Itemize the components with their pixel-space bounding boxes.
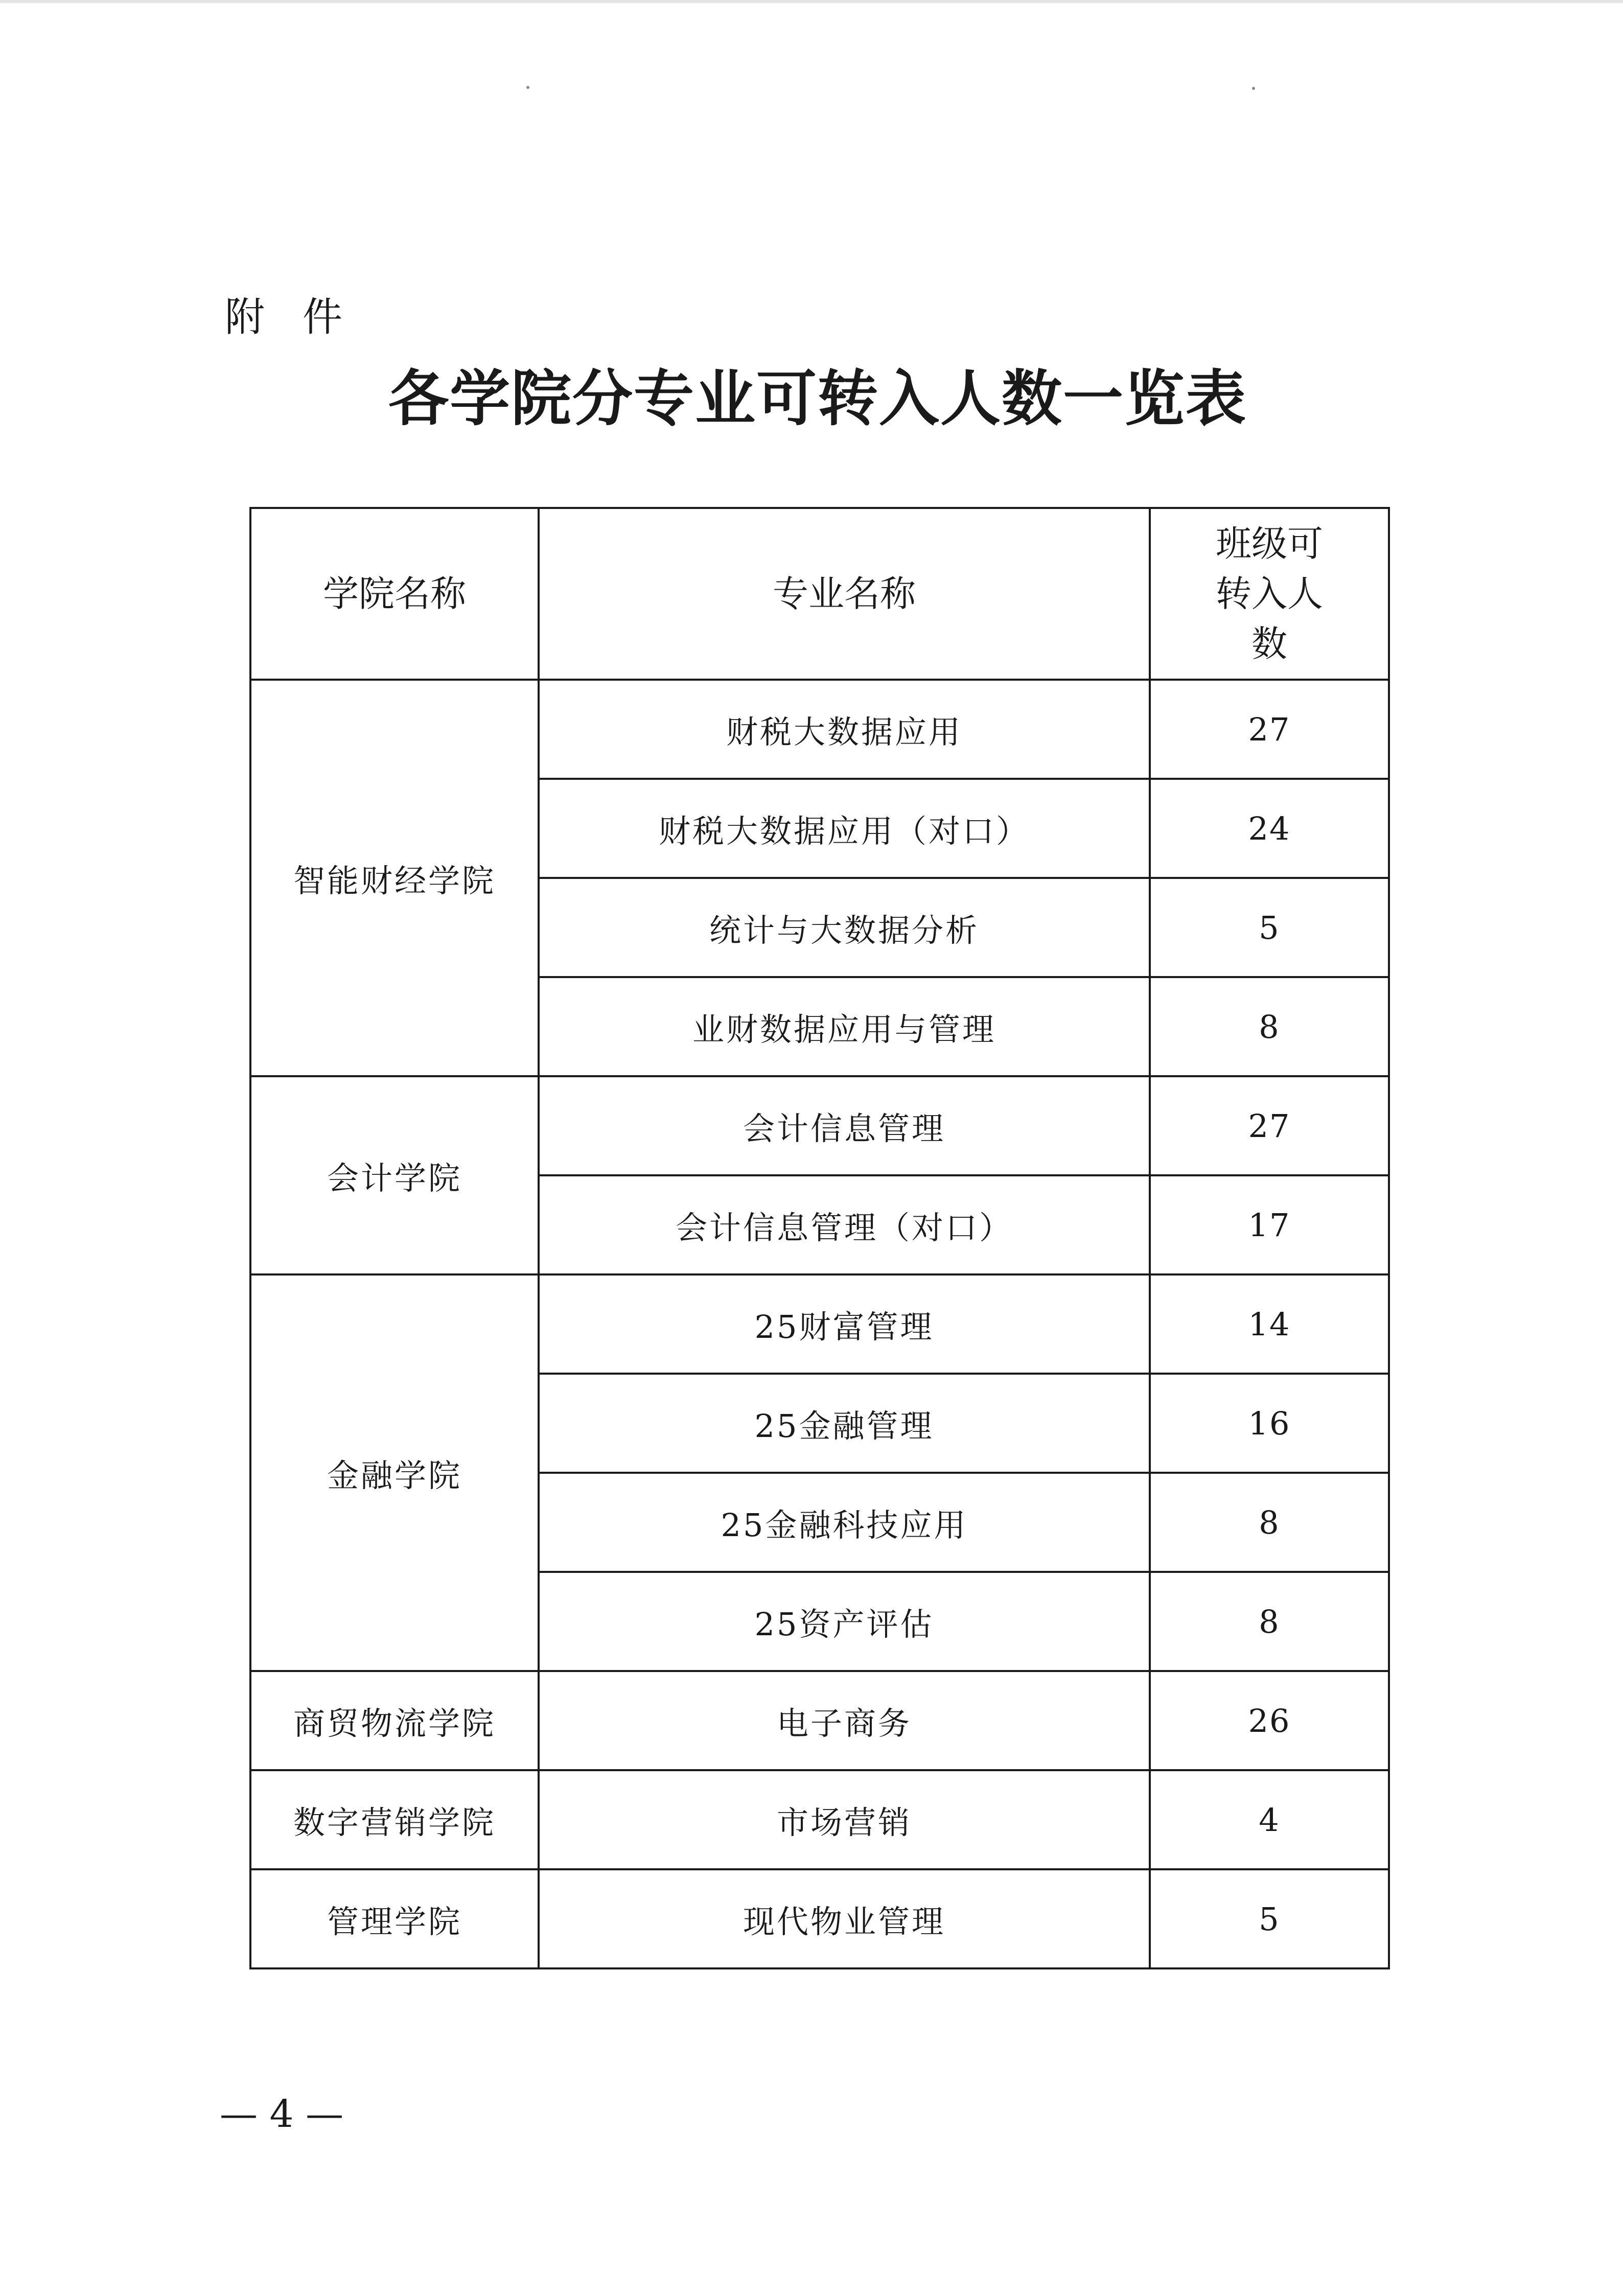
count-cell: 8 [1150, 977, 1389, 1076]
college-cell: 数字营销学院 [250, 1770, 539, 1869]
count-cell: 24 [1150, 779, 1389, 878]
count-cell: 5 [1150, 1869, 1389, 1968]
table-row [250, 680, 1389, 779]
major-cell: 市场营销 [539, 1770, 1150, 1869]
attachment-label: 附件 [225, 294, 381, 340]
header-capacity-label: 班级可转入人数 [1216, 523, 1323, 665]
count-cell: 27 [1150, 680, 1389, 779]
table-row [250, 1076, 1389, 1175]
scan-speck [526, 86, 529, 89]
major-cell: 统计与大数据分析 [539, 878, 1150, 977]
college-cell: 管理学院 [250, 1869, 539, 1968]
table-header-row [250, 508, 1389, 680]
major-cell: 会计信息管理（对口） [539, 1175, 1150, 1274]
college-cell: 金融学院 [250, 1274, 539, 1671]
count-cell: 4 [1150, 1770, 1389, 1869]
header-capacity [1150, 508, 1389, 680]
header-college: 学院名称 [250, 508, 539, 680]
major-cell: 25金融管理 [539, 1374, 1150, 1473]
table-row [250, 1869, 1389, 1968]
scan-speck [1252, 87, 1255, 90]
count-cell: 27 [1150, 1076, 1389, 1175]
major-cell: 现代物业管理 [539, 1869, 1150, 1968]
count-cell: 17 [1150, 1175, 1389, 1274]
table-row [250, 1671, 1389, 1770]
page-title: 各学院分专业可转入人数一览表 [388, 363, 1247, 434]
major-cell: 25金融科技应用 [539, 1473, 1150, 1572]
table-row [250, 1274, 1389, 1374]
major-cell: 财税大数据应用 [539, 680, 1150, 779]
count-cell: 16 [1150, 1374, 1389, 1473]
college-cell: 商贸物流学院 [250, 1671, 539, 1770]
transfer-quota-table [249, 507, 1390, 1969]
major-cell: 25财富管理 [539, 1274, 1150, 1374]
table-row [250, 1770, 1389, 1869]
count-cell: 14 [1150, 1274, 1389, 1374]
count-cell: 8 [1150, 1572, 1389, 1671]
count-cell: 5 [1150, 878, 1389, 977]
table-body [250, 680, 1389, 1968]
college-cell: 智能财经学院 [250, 680, 539, 1076]
major-cell: 财税大数据应用（对口） [539, 779, 1150, 878]
header-major: 专业名称 [539, 508, 1150, 680]
major-cell: 业财数据应用与管理 [539, 977, 1150, 1076]
count-cell: 26 [1150, 1671, 1389, 1770]
major-cell: 会计信息管理 [539, 1076, 1150, 1175]
major-cell: 电子商务 [539, 1671, 1150, 1770]
count-cell: 8 [1150, 1473, 1389, 1572]
major-cell: 25资产评估 [539, 1572, 1150, 1671]
college-cell: 会计学院 [250, 1076, 539, 1274]
page-number: — 4 — [220, 2092, 344, 2136]
